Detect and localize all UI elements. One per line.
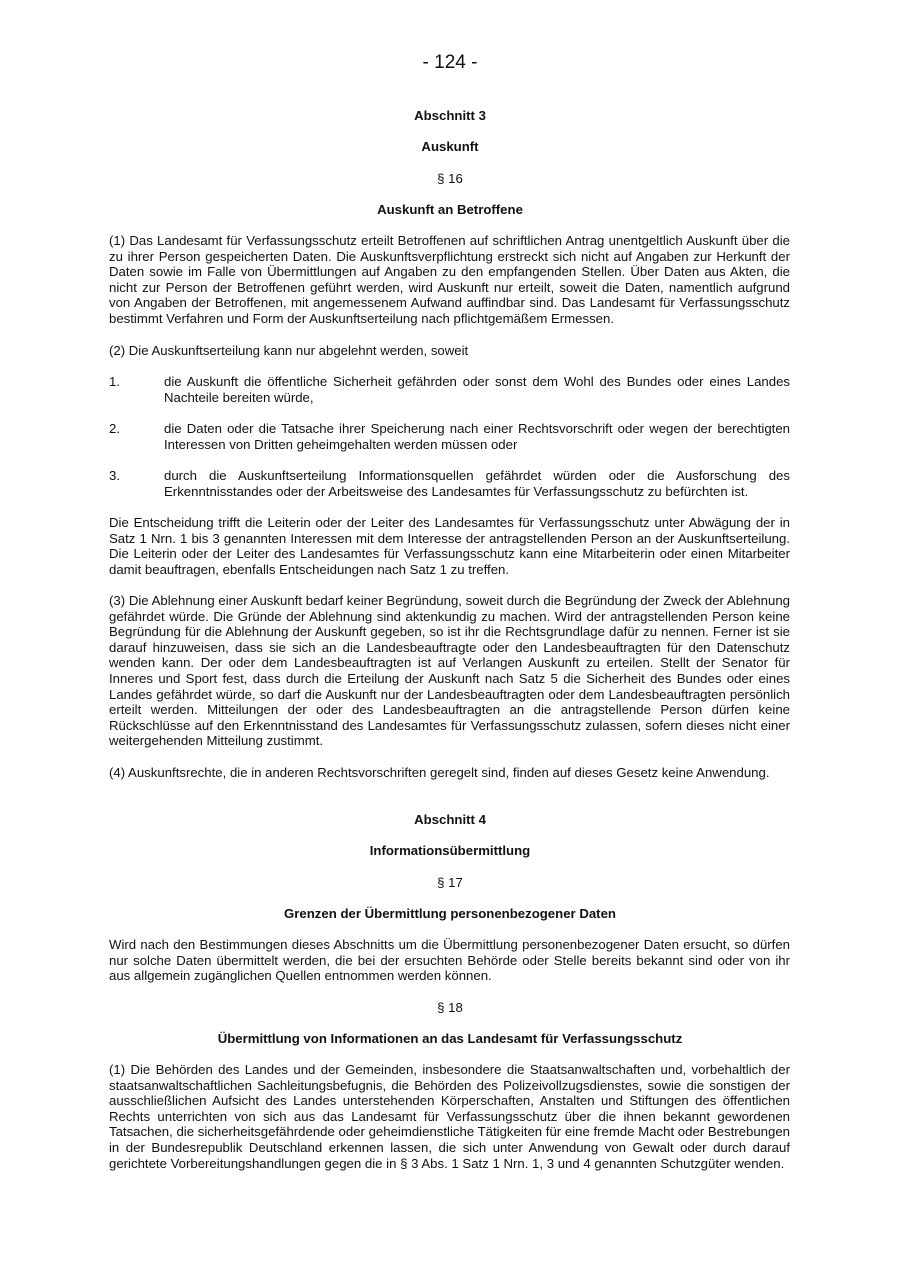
paragraph-16-sign: § 16 xyxy=(437,171,463,186)
section-4-heading: Abschnitt 4 xyxy=(414,812,486,827)
paragraph-16-subsection-3: (3) Die Ablehnung einer Auskunft bedarf keiner Begründung, soweit durch die Begründung der Zweck der Ablehnung gefährdet würde. Die Gründe der Ablehnung sind aktenkundig zu machen. Wird der antragstellenden Person keine Begründung für die Ablehnung der Auskunft gegeben, so ist ihr die Rechtsgrundlage dafür zu nennen. Ferner ist sie darauf hinzuweisen, dass sie sich an die Landesbeauftragte oder den Landesbeauftragten für den Datenschutz wenden kann. Der oder dem Landesbeauftragten ist auf Verlangen Auskunft zu erteilen. Stellt der Senator für Inneres und Sport fest, dass durch die Erteilung der Auskunft nach Satz 5 die Sicherheit des Bundes oder eines Landes gefährdet würde, so darf die Auskunft nur der Landesbeauftragten oder dem Landesbeauftragten persönlich erteilt werden. Mitteilungen der oder des Landesbeauftragten an die antragstellende Person dürfen keine Rückschlüsse auf den Erkenntnisstand des Landesamtes für Verfassungsschutz zulassen, sofern dieses nicht einer weitergehenden Mitteilung zustimmt. xyxy=(109,593,790,749)
section-3-title: Auskunft xyxy=(421,139,479,154)
list-item-number: 2. xyxy=(109,421,120,436)
list-item-text: die Daten oder die Tatsache ihrer Speicherung nach einer Rechtsvorschrift oder wegen der berechtigten Interessen von Dritten geheimgehalten werden müssen oder xyxy=(164,421,790,452)
paragraph-18-title: Übermittlung von Informationen an das Landesamt für Verfassungsschutz xyxy=(217,1031,683,1046)
paragraph-16-decision-text: Die Entscheidung trifft die Leiterin oder der Leiter des Landesamtes für Verfassungsschutz unter Abwägung der in Satz 1 Nrn. 1 bis 3 genannten Interessen mit dem Interesse der antragstellenden Person an der Auskunftserteilung. Die Leiterin oder der Leiter des Landesamtes für Verfassungsschutz kann eine Mitarbeiterin oder einen Mitarbeiter damit beauftragen, ebenfalls Entscheidungen nach Satz 1 zu treffen. xyxy=(109,515,790,577)
list-item-text: die Auskunft die öffentliche Sicherheit gefährden oder sonst dem Wohl des Bundes oder eines Landes Nachteile bereiten würde, xyxy=(164,374,790,405)
section-3-heading: Abschnitt 3 xyxy=(414,108,486,123)
page-number: - 124 - xyxy=(422,52,478,73)
paragraph-16-title: Auskunft an Betroffene xyxy=(377,202,523,217)
paragraph-16-subsection-2-intro: (2) Die Auskunftserteilung kann nur abgelehnt werden, soweit xyxy=(109,343,469,358)
paragraph-18-subsection-1: (1) Die Behörden des Landes und der Gemeinden, insbesondere die Staatsanwaltschaften und, vorbehaltlich der staatsanwaltschaftlichen Sachleitungsbefugnis, die Behörden des Polizeivollzugsdienstes, sowie die sonstigen der ausschließlichen Aufsicht des Landes unterstehenden Körperschaften, Anstalten und Stiftungen des öffentlichen Rechts unterrichten von sich aus das Landesamt für Verfassungsschutz über die ihnen bekannt gewordenen Tatsachen, die sicherheitsgefährdende oder geheimdienstliche Tätigkeiten für eine fremde Macht oder Bestrebungen in der Bundesrepublik Deutschland erkennen lassen, die sich unter Anwendung von Gewalt oder durch darauf gerichtete Vorbereitungshandlungen gegen die in § 3 Abs. 1 Satz 1 Nrn. 1, 3 und 4 genannten Schutzgüter wenden. xyxy=(109,1062,790,1171)
paragraph-18-sign: § 18 xyxy=(437,1000,463,1015)
list-item-number: 1. xyxy=(109,374,120,389)
paragraph-17-sign: § 17 xyxy=(437,875,463,890)
list-item-text: durch die Auskunftserteilung Informationsquellen gefährdet würden oder die Ausforschung des Erkenntnisstandes oder der Arbeitsweise des Landesamtes für Verfassungsschutz zu befürchten ist. xyxy=(164,468,790,499)
paragraph-16-subsection-4: (4) Auskunftsrechte, die in anderen Rechtsvorschriften geregelt sind, finden auf dieses Gesetz keine Anwendung. xyxy=(109,765,770,780)
section-4-title: Informationsübermittlung xyxy=(369,843,531,858)
paragraph-17-text: Wird nach den Bestimmungen dieses Abschnitts um die Übermittlung personenbezogener Daten ersucht, so dürfen nur solche Daten übermittelt werden, die bei der ersuchten Behörde oder Stelle bereits bekannt sind oder von ihr aus allgemein zugänglichen Quellen entnommen werden können. xyxy=(109,937,790,984)
paragraph-16-subsection-1: (1) Das Landesamt für Verfassungsschutz erteilt Betroffenen auf schriftlichen Antrag unentgeltlich Auskunft über die zu ihrer Person gespeicherten Daten. Die Auskunftsverpflichtung erstreckt sich nicht auf Angaben zur Herkunft der Daten sowie im Falle von Übermittlungen auf Angaben zu den empfangenden Stellen. Über Daten aus Akten, die nicht zur Person der Betroffenen geführt werden, wird Auskunft nur erteilt, soweit die Daten, namentlich aufgrund von Angaben der Betroffenen, mit angemessenem Aufwand auffindbar sind. Das Landesamt für Verfassungsschutz bestimmt Verfahren und Form der Auskunftserteilung nach pflichtgemäßem Ermessen. xyxy=(109,233,790,326)
paragraph-17-title: Grenzen der Übermittlung personenbezogener Daten xyxy=(284,906,616,921)
list-item-number: 3. xyxy=(109,468,120,483)
